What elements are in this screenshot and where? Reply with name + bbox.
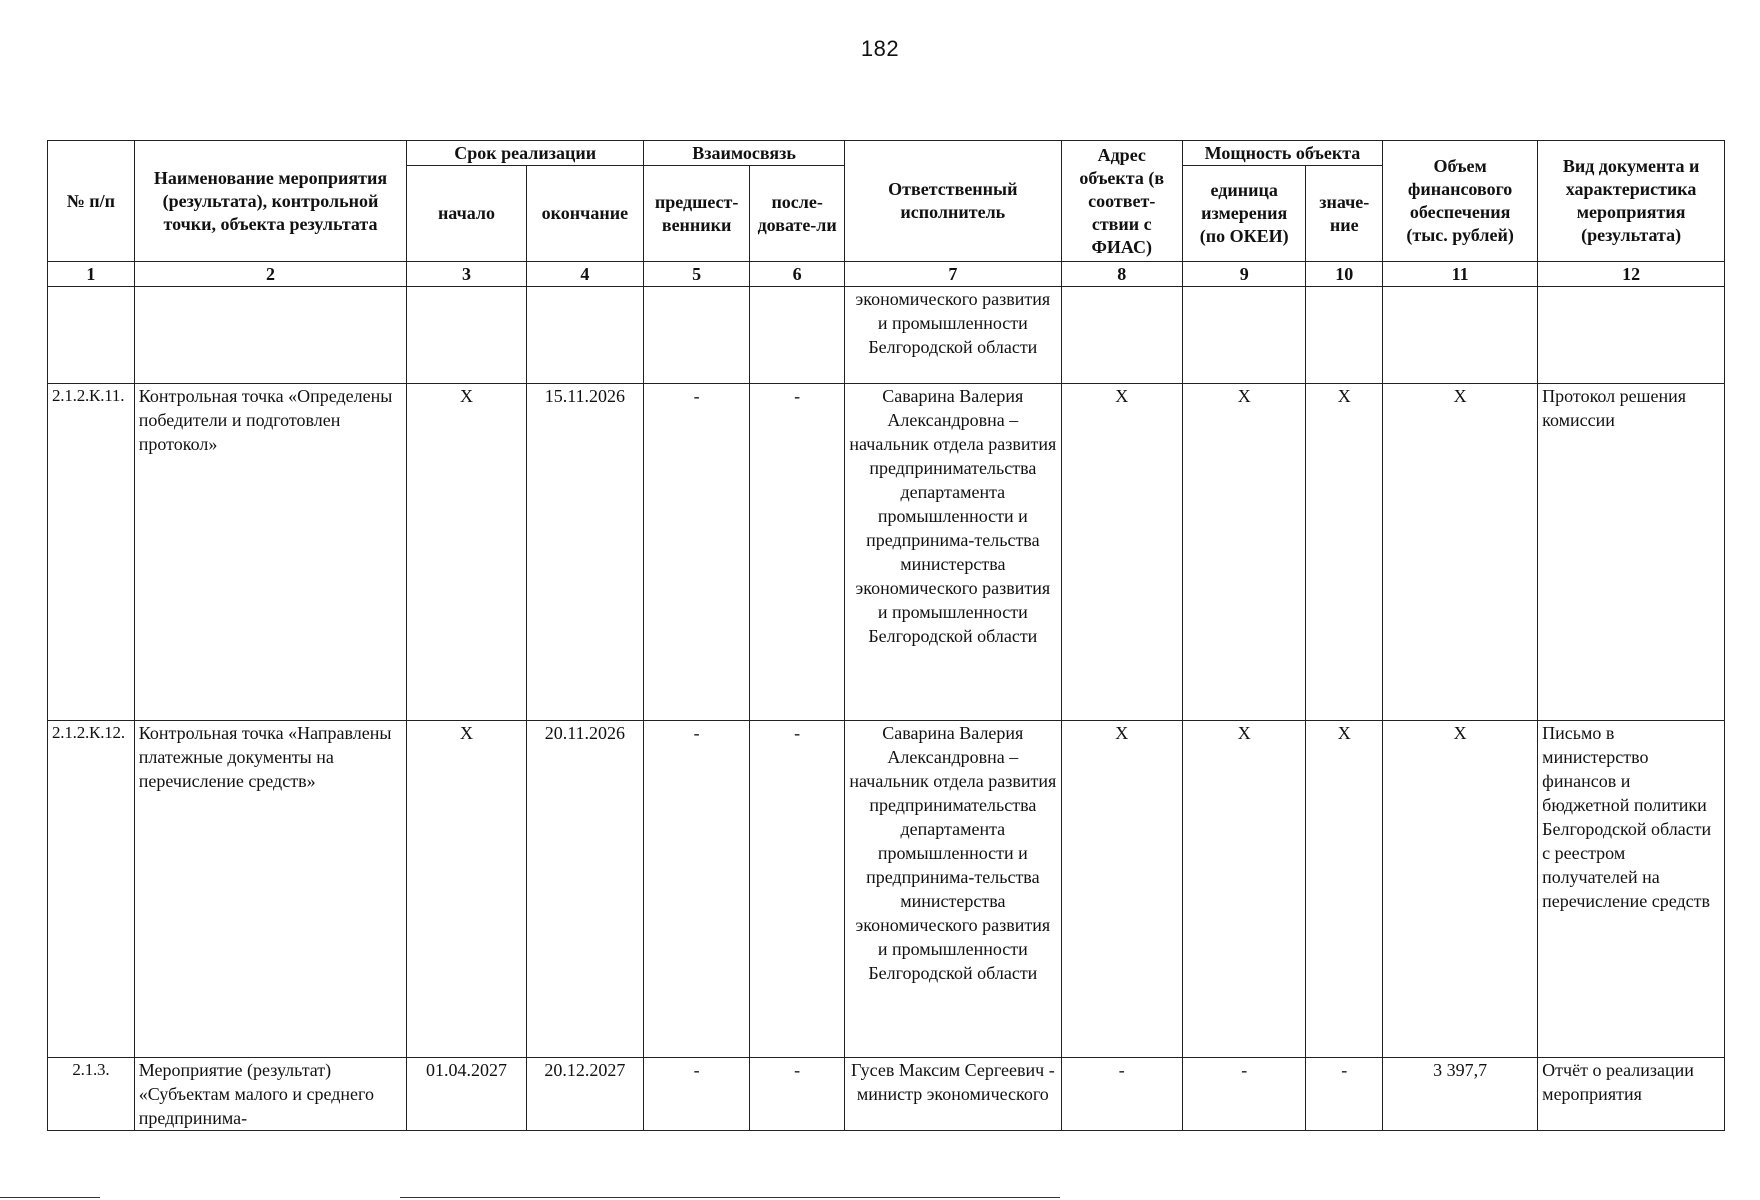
column-number: 6 [750,262,845,287]
column-number: 8 [1061,262,1182,287]
header-link-group: Взаимосвязь [644,141,845,166]
column-number: 3 [407,262,526,287]
row-start: 01.04.2027 [407,1058,526,1131]
column-number: 10 [1306,262,1383,287]
row-address: - [1061,1058,1182,1131]
header-unit: единица измерения (по ОКЕИ) [1182,166,1306,262]
row-address: Х [1061,721,1182,1058]
row-value: Х [1306,721,1383,1058]
row-successors [750,287,845,384]
events-table [47,140,1725,1131]
row-successors: - [750,721,845,1058]
row-start: Х [407,384,526,721]
row-document: Письмо в министерство финансов и бюджетной политики Белгородской области с реестром получателей на перечисление средств [1538,721,1725,1058]
header-term-group: Срок реализации [407,141,644,166]
page-number: 182 [860,36,900,61]
row-unit: Х [1182,384,1306,721]
row-finance: 3 397,7 [1383,1058,1538,1131]
row-executor: Саварина Валерия Александровна – начальник отдела развития предпринимательства департамента промышленности и предпринима-тельства министерства экономического развития и промышленности Белгородской области [845,384,1061,721]
row-address [1061,287,1182,384]
row-executor: экономического развития и промышленности Белгородской области [845,287,1061,384]
header-finance: Объем финансового обеспечения (тыс. рублей) [1383,141,1538,262]
row-document [1538,287,1725,384]
header-document: Вид документа и характеристика мероприятия (результата) [1538,141,1725,262]
column-number: 4 [526,262,643,287]
row-number [48,287,135,384]
header-row-top [48,141,1725,166]
row-predecessors: - [644,1058,750,1131]
row-unit [1182,287,1306,384]
row-executor: Саварина Валерия Александровна – начальник отдела развития предпринимательства департамента промышленности и предпринима-тельства министерства экономического развития и промышленности Белгородской области [845,721,1061,1058]
table-row [48,287,1725,384]
row-predecessors: - [644,721,750,1058]
row-end [526,287,643,384]
column-number: 2 [134,262,407,287]
table-row [48,1058,1725,1131]
header-predecessors: предшест-венники [644,166,750,262]
column-numbers-row [48,262,1725,287]
row-finance [1383,287,1538,384]
row-number: 2.1.2.К.11. [48,384,135,721]
header-end: окончание [526,166,643,262]
row-address: Х [1061,384,1182,721]
row-number: 2.1.3. [48,1058,135,1131]
row-end: 20.12.2027 [526,1058,643,1131]
row-finance: Х [1383,721,1538,1058]
footer-rule-left [0,1197,100,1198]
row-successors: - [750,384,845,721]
row-start [407,287,526,384]
row-document: Протокол решения комиссии [1538,384,1725,721]
row-end: 20.11.2026 [526,721,643,1058]
row-successors: - [750,1058,845,1131]
column-number: 9 [1182,262,1306,287]
row-value [1306,287,1383,384]
row-name: Мероприятие (результат) «Субъектам малого и среднего предпринима- [134,1058,407,1131]
header-executor: Ответственный исполнитель [845,141,1061,262]
row-start: Х [407,721,526,1058]
row-name: Контрольная точка «Направлены платежные документы на перечисление средств» [134,721,407,1058]
row-value: - [1306,1058,1383,1131]
header-num: № п/п [48,141,135,262]
header-successors: после-довате-ли [750,166,845,262]
header-address: Адрес объекта (в соответ-ствии с ФИАС) [1061,141,1182,262]
footer-rule-center [400,1197,1060,1198]
row-unit: Х [1182,721,1306,1058]
row-unit: - [1182,1058,1306,1131]
row-document: Отчёт о реализации мероприятия [1538,1058,1725,1131]
column-number: 7 [845,262,1061,287]
row-executor: Гусев Максим Сергеевич - министр экономического [845,1058,1061,1131]
row-finance: Х [1383,384,1538,721]
row-value: Х [1306,384,1383,721]
header-name: Наименование мероприятия (результата), контрольной точки, объекта результата [134,141,407,262]
header-power-group: Мощность объекта [1182,141,1382,166]
column-number: 12 [1538,262,1725,287]
column-number: 11 [1383,262,1538,287]
row-predecessors [644,287,750,384]
column-number: 5 [644,262,750,287]
header-start: начало [407,166,526,262]
row-predecessors: - [644,384,750,721]
table-row [48,721,1725,1058]
row-number: 2.1.2.К.12. [48,721,135,1058]
row-name: Контрольная точка «Определены победители и подготовлен протокол» [134,384,407,721]
header-value: значе-ние [1306,166,1383,262]
table-row [48,384,1725,721]
row-name [134,287,407,384]
column-number: 1 [48,262,135,287]
row-end: 15.11.2026 [526,384,643,721]
